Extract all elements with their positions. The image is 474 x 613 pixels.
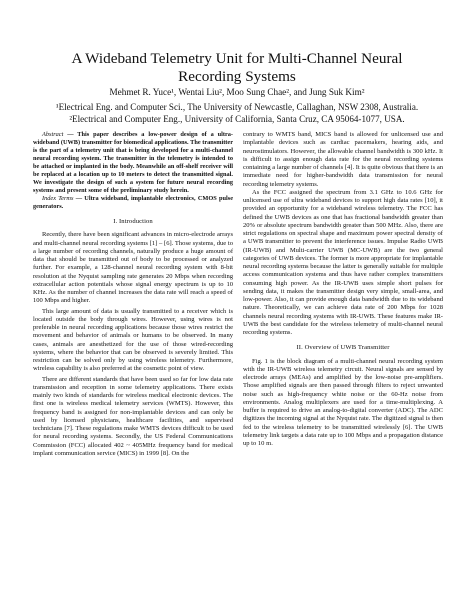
index-terms-label: Index Terms bbox=[42, 195, 74, 202]
paper-title bbox=[40, 50, 434, 86]
section-heading-uwb-overview: II. Overview of UWB Transmitter bbox=[296, 344, 390, 352]
abstract-text: — This paper describes a low-power design of a ultra-wideband (UWB) transmitter for biomedical applications. The transmitter is the part of a telemetry unit that is being developed for a multi-channel neural recording system. The transmitter in the telemetry is intended to be attached or implanted in the body. Meanwhile an off-shelf receiver will be replaced at a location up to 10 meters to detect the transmitted signal. We investigate the design of such a system for future neural recording systems and present some of the preliminary study herein. bbox=[33, 131, 233, 194]
right-column bbox=[243, 131, 443, 448]
intro-paragraph-2: This large amount of data is usually transmitted to a receiver which is located outside the body through wires. However, using wires is not preferable in neural recording applications because those wires restrict the movement and behavior of animals or humans to be observed. In many cases, animals are anesthetized for the use of those wired-recording systems, where the behavior that can be observed is severely limited. This restriction can be solved only by using wireless telemetry. Furthermore, wireless capability is also preferred at the cosmetic point of view. bbox=[33, 307, 233, 373]
author-list: Mehmet R. Yuce¹, Wentai Liu², Moo Sung Chae², and Jung Suk Kim² bbox=[109, 87, 365, 97]
affiliation-2: ²Electrical and Computer Eng., University of California, Santa Cruz, CA 95064-1077, USA. bbox=[69, 114, 405, 124]
body-paragraph-block-diagram: Fig. 1 is the block diagram of a multi-channel neural recording system with the IR-UWB wireless telemetry circuit. Neural signals are sensed by electrode arrays (MEAs) and amplified by the low-noise pre-amplifiers. Those amplified signals are then passed through filters to reject unwanted noise such as high-frequency white noise or the 60-Hz noise from environments. Analog multiplexers are used for a time-multiplexing. A buffer is required to drive an analog-to-digital converter (ADC). The ADC digitizes the incoming signal at the Nyquist rate. The digitized signal is then fed to the wireless telemetry to be transmitted wirelessly [6]. The UWB telemetry link targets a data rate up to 100 Mbps and a propagation distance up to 10 m. bbox=[243, 357, 443, 447]
intro-paragraph-3: There are different standards that have been used so far for low data rate transmission and reception in some telemetry applications. There exists mainly two kinds of standards for wireless medical electronic devices. The first one is wireless medical telemetry services (WMTS). However, this frequency band is assigned for non-implantable devices and can only be used by licensed physicians, healthcare facilities, and supervised technicians [7]. These regulations make WMTS devices difficult to be used for neural recording systems. Secondly, the US Federal Communications Commission (FCC) allocated 402 ~ 405MHz frequency band for medical implant communication service (MICS) in 1999 [8]. On the bbox=[33, 375, 233, 457]
affiliation-1: ¹Electrical Eng. and Computer Sci., The University of Newcastle, Callaghan, NSW 2308, Australia. bbox=[55, 102, 419, 112]
index-terms bbox=[33, 195, 233, 211]
title-line-1: A Wideband Telemetry Unit for Multi-Channel Neural bbox=[71, 50, 403, 67]
abstract-label: Abstract bbox=[42, 131, 64, 138]
body-paragraph-mics: contrary to WMTS band, MICS band is allowed for unlicensed use and implantable devices such as cardiac pacemakers, hearing aids, and neurostimulators. However, the allowable channel bandwidth is 300 kHz. It is difficult to assign enough data rate for the neural recording systems containing a large number of channels [4]. It is quite obvious that there is an immediate need for higher-bandwidth data transmission for neural recording telemetry systems. bbox=[243, 131, 443, 188]
index-terms-text: — Ultra wideband, implantable electronics, CMOS pulse generators. bbox=[33, 195, 234, 210]
left-column bbox=[33, 131, 233, 458]
title-line-2: Recording Systems bbox=[178, 68, 296, 85]
body-paragraph-uwb: As the FCC assigned the spectrum from 3.1 GHz to 10.6 GHz for unlicensed use of ultra wideband devices to support high data rates [10], it provided an opportunity for a wideband wireless telemetry. The FCC has defined the UWB devices as one that has fractional bandwidth greater than 20% or absolute spectrum bandwidth greater than 500 MHz. Also, there are strict regulations on spectral shape and maximum power spectral density of a UWB transmitter to prevent the interference issues. Impulse Radio UWB (IR-UWB) and Multi-carrier UWB (MC-UWB) are the two general categories of UWB devices. The former is more appropriate for implantable neural recording systems because the latter is generally suitable for multiple access communication systems and thus have rather complex transmitters consuming high power. As the IR-UWB uses simple short pulses for sending data, it makes the transmitter design very simple, small-area, and low-power. Also, it can provide enough data bandwidth due to its wideband nature. Theoretically, we can achieve data rate of 200 Mbps for 1028 channels neural recording systems with IR-UWB. These features make IR-UWB the best candidate for the wireless telemetry of multi-channel neural recording systems. bbox=[243, 188, 443, 336]
section-heading-introduction: I. Introduction bbox=[113, 218, 153, 225]
intro-paragraph-1: Recently, there have been significant advances in micro-electrode arrays and multi-channel neural recording systems [1] – [6]. Those systems, due to a large number of recording channels, naturally produce a huge amount of data that should be transmitted out of body to be processed or analyzed further. For example, a 128-channel neural recording system with 8-bit resolution at the Nyquist sampling rate generates 20 Mbps when recording extracellular action potentials whose signal energy spectrum is up to 10 KHz. As the number of channel increases the data rate will reach a speed of 100 Mbps and higher. bbox=[33, 231, 233, 305]
abstract bbox=[33, 131, 233, 195]
